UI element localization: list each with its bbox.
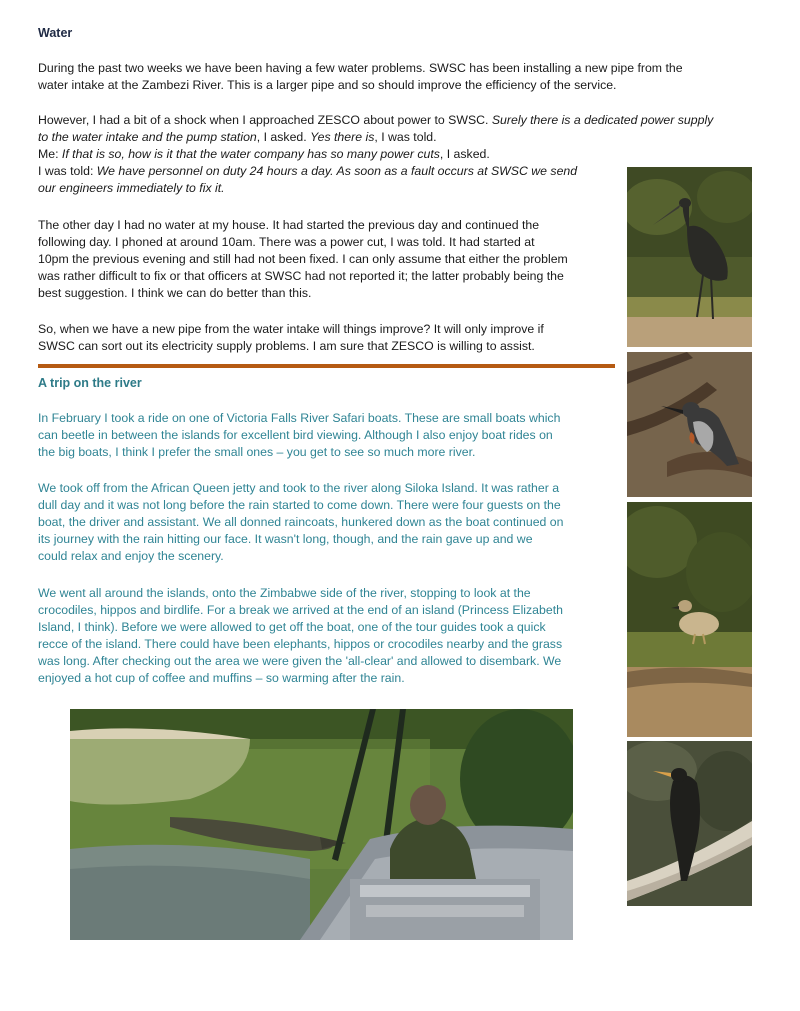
text-span: I was told: (38, 164, 97, 178)
text-line: SWSC can sort out its electricity supply problems. I am sure that ZESCO is willing to assist. (38, 339, 535, 353)
text-span: , I asked. (256, 130, 311, 144)
text-span: Me: (38, 147, 62, 161)
river-paragraph-2 (38, 480, 563, 565)
italic-span: We have personnel on duty 24 hours a day. As soon as a fault occurs at SWSC we send (96, 164, 578, 178)
italic-span: Yes there is (310, 130, 375, 144)
text-line: best suggestion. I think we can do better than this. (38, 286, 312, 300)
text-span: However, I had a bit of a shock when I approached ZESCO about power to SWSC. (38, 113, 492, 127)
text-line (38, 180, 713, 197)
text-line: We went all around the islands, onto the Zimbabwe side of the river, stopping to look at the (38, 586, 531, 600)
text-span: , I was told. (374, 130, 437, 144)
kingfisher-photo (627, 352, 752, 497)
text-line: dull day and it was not long before the rain started to come down. There were four guests on the (38, 498, 561, 512)
water-heading: Water (38, 26, 73, 40)
text-line: We took off from the African Queen jetty and took to the river along Siloka Island. It was rather a (38, 481, 560, 495)
text-span: , I asked. (439, 147, 490, 161)
text-line: recce of the island. There could have been elephants, hippos or crocodiles nearby and the grass (38, 637, 563, 651)
text-line: could relax and enjoy the scenery. (38, 549, 224, 563)
text-line: the big boats, I think I prefer the small ones – you get to see so much more river. (38, 445, 476, 459)
river-heading: A trip on the river (38, 376, 142, 390)
text-line: So, when we have a new pipe from the water intake will things improve? It will only improve if (38, 322, 544, 336)
text-line: water intake at the Zambezi River. This is a larger pipe and so should improve the efficiency of the service. (38, 78, 617, 92)
text-line: following day. I phoned at around 10am. There was a power cut, I was told. It had started at (38, 235, 535, 249)
text-line: Island, I think). Before we were allowed to get off the boat, one of the tour guides took a quick (38, 620, 546, 634)
text-line: can beetle in between the islands for excellent bird viewing. Although I also enjoy boat rides on (38, 428, 553, 442)
water-paragraph-2 (38, 112, 713, 197)
text-line: During the past two weeks we have been having a few water problems. SWSC has been installing a new pipe from the (38, 61, 683, 75)
text-line: 10pm the previous evening and still had not been fixed. I can only assume that either the problem (38, 252, 568, 266)
text-line: its journey with the rain hitting our face. It wasn't long, though, and the rain gave up and we (38, 532, 533, 546)
text-line (38, 112, 713, 129)
text-line: boat, the driver and assistant. We all donned raincoats, hunkered down as the boat continued on (38, 515, 564, 529)
italic-span: Surely there is a dedicated power supply (491, 113, 714, 127)
italic-span: our engineers immediately to fix it. (38, 181, 225, 195)
water-paragraph-4 (38, 321, 544, 355)
section-divider (38, 364, 615, 368)
text-line: enjoyed a hot cup of coffee and muffins – so warming after the rain. (38, 671, 405, 685)
river-paragraph-3 (38, 585, 563, 687)
stork-photo (627, 167, 752, 347)
italic-span: If that is so, how is it that the water company has so many power cuts (61, 147, 440, 161)
italic-span: to the water intake and the pump station (38, 130, 257, 144)
text-line (38, 163, 713, 180)
dikkop-bird-photo (627, 502, 752, 737)
water-paragraph-3 (38, 217, 568, 302)
text-line: crocodiles, hippos and birdlife. For a break we arrived at the end of an island (Princess Elizabeth (38, 603, 563, 617)
text-line: was long. After checking out the area we were given the 'all-clear' and allowed to disembark. We (38, 654, 562, 668)
text-line: was rather difficult to fix or that officers at SWSC had not reported it; the latter probably being the (38, 269, 564, 283)
text-line: The other day I had no water at my house. It had started the previous day and continued the (38, 218, 540, 232)
river-paragraph-1 (38, 410, 560, 461)
water-paragraph-1 (38, 60, 683, 94)
cormorant-photo (627, 741, 752, 906)
text-line: In February I took a ride on one of Victoria Falls River Safari boats. These are small boats which (38, 411, 561, 425)
crocodile-boat-photo (70, 709, 573, 940)
text-line (38, 129, 713, 146)
text-line (38, 146, 713, 163)
